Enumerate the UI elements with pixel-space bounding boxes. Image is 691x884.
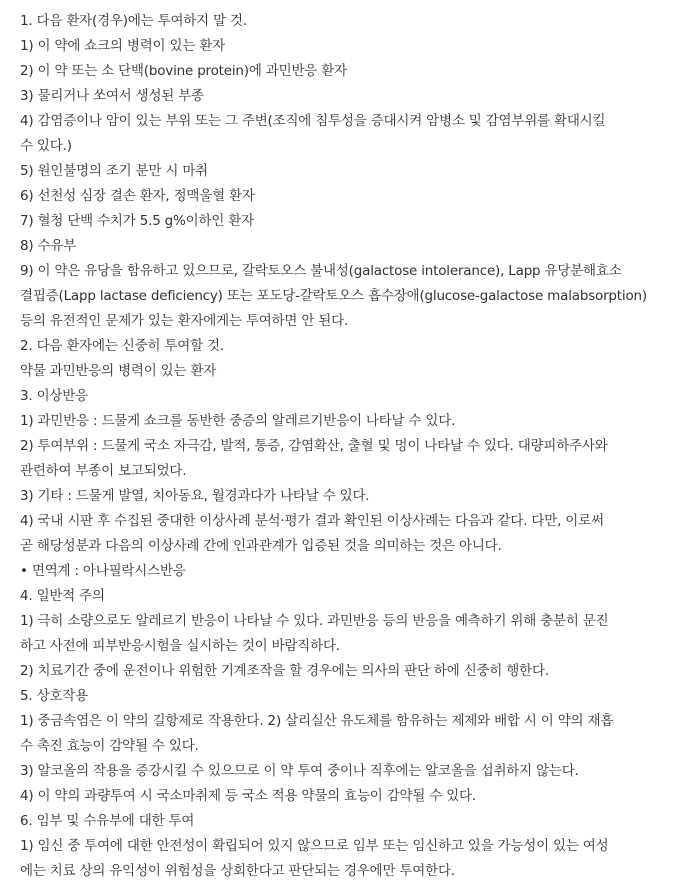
list-item: 2) 치료기간 중에 운전이나 위험한 기계조작을 할 경우에는 의사의 판단 하에 신중히 행한다. [20, 663, 549, 679]
list-item-continuation: 수 있다.) [20, 138, 72, 154]
list-item-continuation: 곧 해당성분과 다음의 이상사례 간에 인과관계가 입증된 것을 의미하는 것은 아니다. [20, 538, 502, 554]
section-heading: 2. 다음 환자에는 신중히 투여할 것. [20, 338, 224, 354]
list-item: 1) 이 약에 쇼크의 병력이 있는 환자 [20, 38, 225, 54]
list-item: 1) 극히 소량으로도 알레르기 반응이 나타날 수 있다. 과민반응 등의 반응을 예측하기 위해 충분히 문진 [20, 613, 609, 629]
list-item-continuation: 에는 치료 상의 유익성이 위험성을 상회한다고 판단되는 경우에만 투여한다. [20, 863, 455, 879]
list-item: 4) 국내 시판 후 수집된 중대한 이상사례 분석·평가 결과 확인된 이상사례는 다음과 같다. 다만, 이로써 [20, 513, 604, 529]
list-item-continuation: 하고 사전에 피부반응시험을 실시하는 것이 바람직하다. [20, 638, 340, 654]
list-item: 3) 알코올의 작용을 증강시킬 수 있으므로 이 약 투여 중이나 직후에는 알코올을 섭취하지 않는다. [20, 763, 579, 779]
list-item: 3) 기타 : 드물게 발열, 치아동요, 월경과다가 나타날 수 있다. [20, 488, 370, 504]
list-item: 6) 선천성 심장 결손 환자, 정맥울혈 환자 [20, 188, 255, 204]
list-item: 1) 임신 중 투여에 대한 안전성이 확립되어 있지 않으므로 임부 또는 임신하고 있을 가능성이 있는 여성 [20, 838, 609, 854]
list-item: 2) 투여부위 : 드물게 국소 자극감, 발적, 통증, 감염확산, 출혈 및 멍이 나타날 수 있다. 대량피하주사와 [20, 438, 608, 454]
list-item-continuation: 관련하여 부종이 보고되었다. [20, 463, 187, 479]
list-item-continuation: 등의 유전적인 문제가 있는 환자에게는 투여하면 안 된다. [20, 313, 349, 329]
list-item: 1) 과민반응 : 드물게 쇼크를 동반한 중증의 알레르기반응이 나타날 수 있다. [20, 413, 456, 429]
list-item: 3) 물리거나 쏘여서 생성된 부종 [20, 88, 204, 104]
list-item: 1) 중금속염은 이 약의 길항제로 작용한다. 2) 살리실산 유도체를 함유하는 제제와 배합 시 이 약의 재흡 [20, 713, 614, 729]
bullet-item: • 면역계 : 아나필락시스반응 [20, 563, 186, 579]
section-heading: 1. 다음 환자(경우)에는 투여하지 말 것. [20, 13, 247, 29]
list-item: 2) 이 약 또는 소 단백(bovine protein)에 과민반응 환자 [20, 63, 347, 79]
section-heading: 3. 이상반응 [20, 388, 88, 404]
paragraph: 약물 과민반응의 병력이 있는 환자 [20, 363, 217, 379]
list-item-continuation: 수 촉진 효능이 감약될 수 있다. [20, 738, 199, 754]
section-heading: 5. 상호작용 [20, 688, 88, 704]
list-item: 8) 수유부 [20, 238, 77, 254]
list-item: 7) 혈청 단백 수치가 5.5 g%이하인 환자 [20, 213, 254, 229]
list-item: 5) 원인불명의 조기 분만 시 마취 [20, 163, 209, 179]
section-heading: 6. 임부 및 수유부에 대한 투여 [20, 813, 195, 829]
list-item: 9) 이 약은 유당을 함유하고 있으므로, 갈락토오스 불내성(galactose intolerance), Lapp 유당분해효소 [20, 263, 622, 279]
list-item: 4) 감염증이나 암이 있는 부위 또는 그 주변(조직에 침투성을 증대시켜 암병소 및 감염부위를 확대시킬 [20, 113, 606, 129]
list-item: 4) 이 약의 과량투여 시 국소마취제 등 국소 적용 약물의 효능이 감약될 수 있다. [20, 788, 476, 804]
section-heading: 4. 일반적 주의 [20, 588, 105, 604]
list-item-continuation: 결핍증(Lapp lactase deficiency) 또는 포도당-갈락토오스 흡수장애(glucose-galactose malabsorption) [20, 288, 647, 304]
